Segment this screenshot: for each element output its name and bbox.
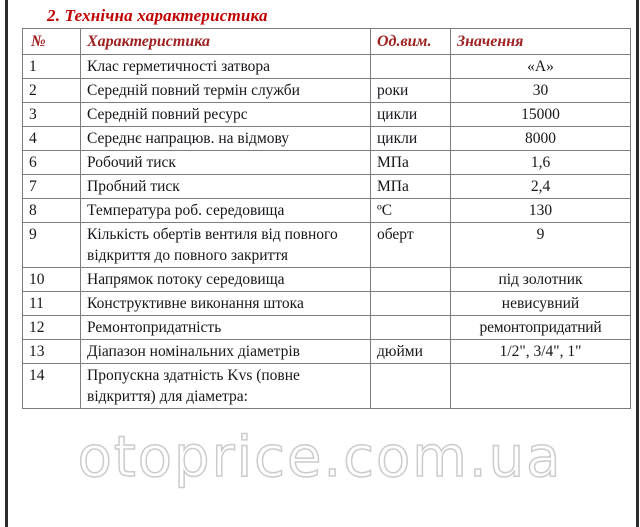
cell-value: 15000 <box>451 103 631 127</box>
table-header-row <box>23 29 631 55</box>
cell-characteristic: Конструктивне виконання штока <box>81 292 371 316</box>
table-row <box>23 316 631 340</box>
cell-unit <box>371 268 451 292</box>
table-row <box>23 151 631 175</box>
column-header-number: № <box>23 29 81 55</box>
cell-value: під золотник <box>451 268 631 292</box>
table-row <box>23 292 631 316</box>
page-edge-left-rule <box>5 0 8 527</box>
cell-unit <box>371 292 451 316</box>
cell-value: 2,4 <box>451 175 631 199</box>
cell-unit <box>371 316 451 340</box>
cell-characteristic: Ремонтопридатність <box>81 316 371 340</box>
cell-number: 1 <box>23 55 81 79</box>
table-row <box>23 127 631 151</box>
cell-value: 30 <box>451 79 631 103</box>
cell-value <box>451 364 631 409</box>
cell-number: 12 <box>23 316 81 340</box>
cell-value: 1/2", 3/4", 1" <box>451 340 631 364</box>
cell-characteristic: Температура роб. середовища <box>81 199 371 223</box>
cell-value: 1,6 <box>451 151 631 175</box>
watermark <box>8 420 632 510</box>
cell-characteristic: Середній повний термін служби <box>81 79 371 103</box>
cell-unit: цикли <box>371 103 451 127</box>
cell-number: 2 <box>23 79 81 103</box>
table-row <box>23 55 631 79</box>
table-row <box>23 268 631 292</box>
cell-unit: МПа <box>371 175 451 199</box>
column-header-characteristic: Характеристика <box>81 29 371 55</box>
cell-characteristic: Пробний тиск <box>81 175 371 199</box>
cell-unit: оберт <box>371 223 451 268</box>
cell-characteristic: Середнє напрацюв. на відмову <box>81 127 371 151</box>
table-row <box>23 103 631 127</box>
cell-unit: дюйми <box>371 340 451 364</box>
column-header-unit: Од.вим. <box>371 29 451 55</box>
cell-unit: МПа <box>371 151 451 175</box>
watermark-text: otoprice.com.ua <box>77 425 563 490</box>
page-edge-right-rule <box>636 0 639 527</box>
cell-unit: роки <box>371 79 451 103</box>
column-header-value: Значення <box>451 29 631 55</box>
cell-characteristic: Діапазон номінальних діаметрів <box>81 340 371 364</box>
cell-number: 14 <box>23 364 81 409</box>
cell-characteristic: Клас герметичності затвора <box>81 55 371 79</box>
table-row <box>23 199 631 223</box>
cell-value: 9 <box>451 223 631 268</box>
page-title: 2. Технічна характеристика <box>47 6 268 25</box>
cell-number: 11 <box>23 292 81 316</box>
specification-table <box>22 28 631 409</box>
table-row <box>23 223 631 268</box>
cell-number: 3 <box>23 103 81 127</box>
table-body <box>23 55 631 409</box>
cell-unit <box>371 55 451 79</box>
table-row <box>23 175 631 199</box>
cell-unit: цикли <box>371 127 451 151</box>
cell-number: 10 <box>23 268 81 292</box>
cell-value: ремонтопридатний <box>451 316 631 340</box>
cell-characteristic: Робочий тиск <box>81 151 371 175</box>
cell-value: 130 <box>451 199 631 223</box>
cell-unit: ºC <box>371 199 451 223</box>
cell-characteristic: Середній повний ресурс <box>81 103 371 127</box>
cell-characteristic: Пропускна здатність Kvs (повне відкриття) для діаметра: <box>81 364 371 409</box>
cell-value: 8000 <box>451 127 631 151</box>
cell-value: невисувний <box>451 292 631 316</box>
cell-characteristic: Кількість обертів вентиля від повного відкриття до повного закриття <box>81 223 371 268</box>
cell-number: 7 <box>23 175 81 199</box>
table-row <box>23 340 631 364</box>
cell-number: 4 <box>23 127 81 151</box>
cell-number: 9 <box>23 223 81 268</box>
table-row <box>23 364 631 409</box>
cell-characteristic: Напрямок потоку середовища <box>81 268 371 292</box>
cell-number: 13 <box>23 340 81 364</box>
specification-table-container <box>22 28 630 409</box>
cell-number: 6 <box>23 151 81 175</box>
table-header <box>23 29 631 55</box>
cell-number: 8 <box>23 199 81 223</box>
cell-unit <box>371 364 451 409</box>
table-row <box>23 79 631 103</box>
cell-value: «А» <box>451 55 631 79</box>
